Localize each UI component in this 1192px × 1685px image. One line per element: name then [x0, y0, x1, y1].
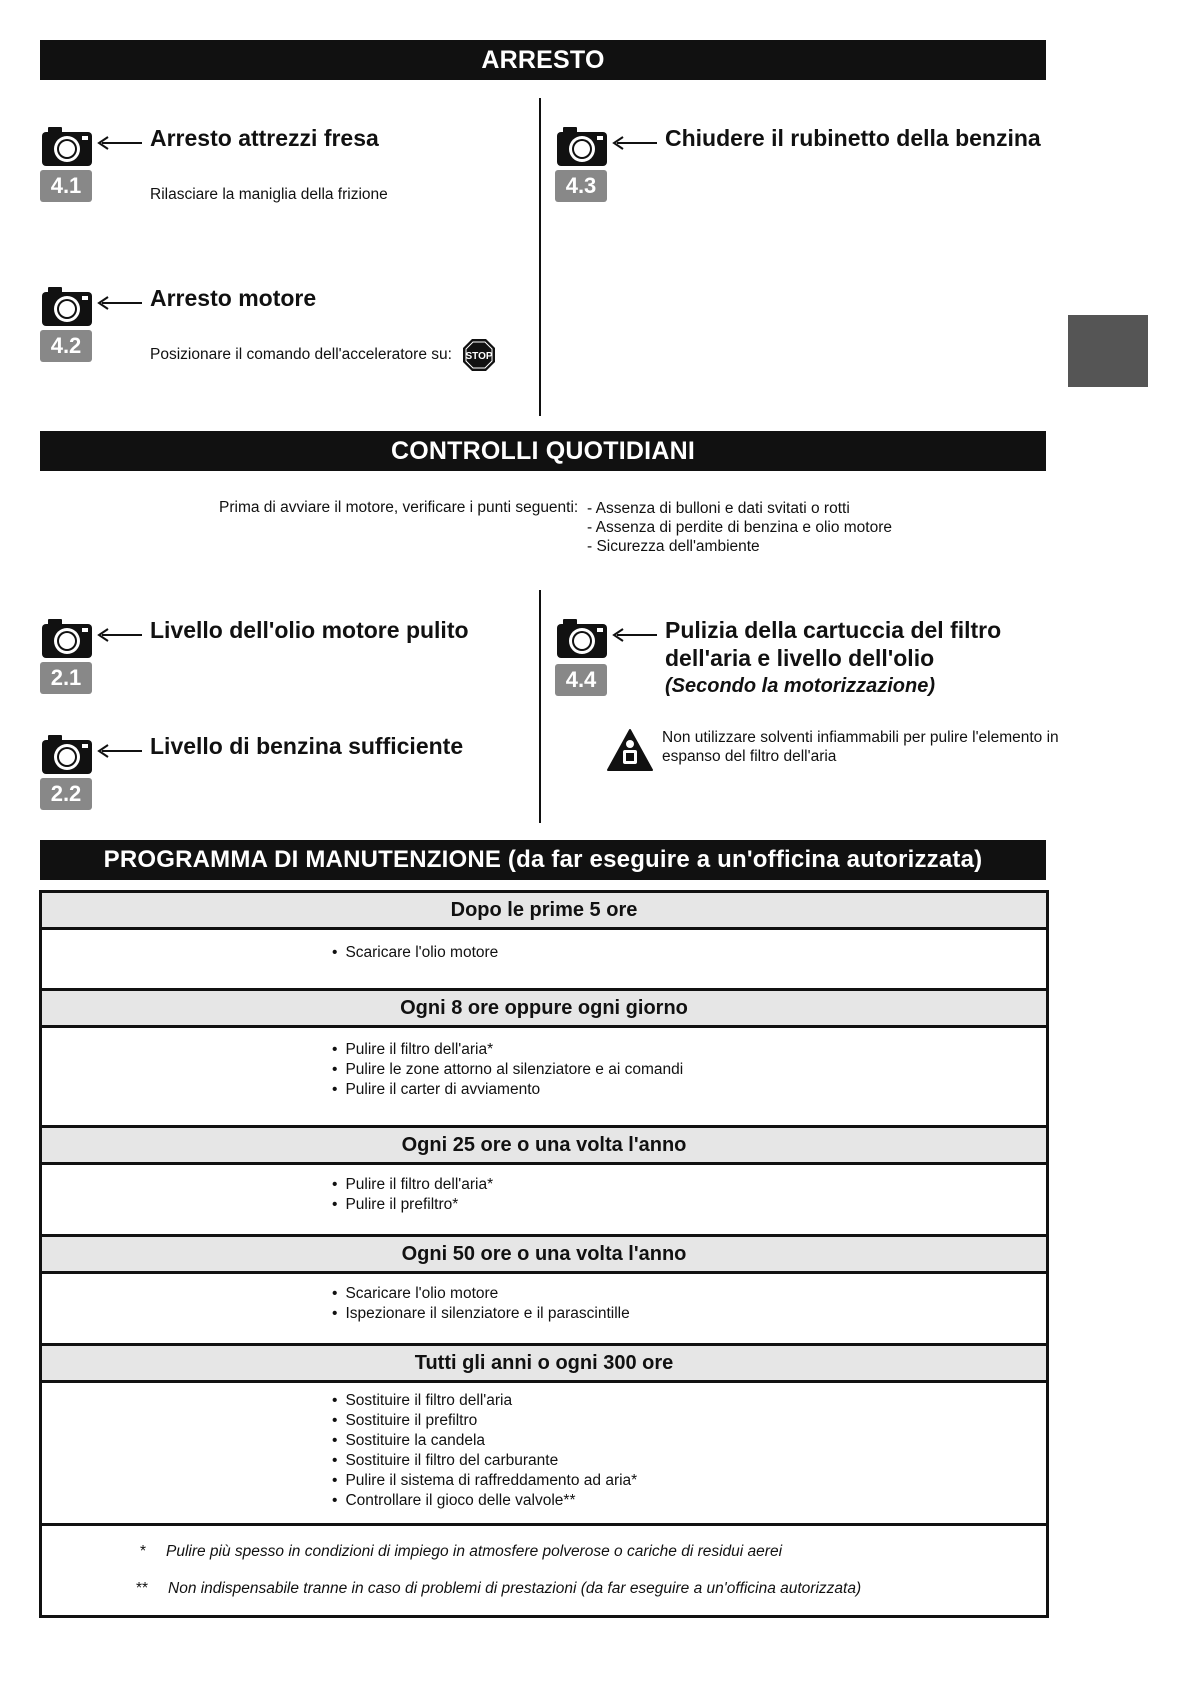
- warning-text: Non utilizzare solventi infiammabili per pulire l'elemento in espanso del filtro dell'aria: [662, 729, 1059, 765]
- task-item: • Scaricare l'olio motore: [332, 943, 498, 963]
- step-title: Arresto motore: [150, 285, 317, 311]
- footnote-mark: **: [136, 1580, 149, 1597]
- step-title-line2: dell'aria e livello dell'olio: [665, 645, 935, 671]
- task-item: • Sostituire il prefiltro: [332, 1411, 637, 1431]
- schedule-header: Ogni 50 ore o una volta l'anno: [42, 1234, 1046, 1274]
- task-item: • Pulire il filtro dell'aria*: [332, 1040, 683, 1060]
- step-description: Posizionare il comando dell'acceleratore su:: [150, 346, 452, 364]
- task-item: • Sostituire la candela: [332, 1431, 637, 1451]
- camera-icon: [40, 124, 94, 168]
- task-item: • Pulire il filtro dell'aria*: [332, 1175, 493, 1195]
- maintenance-table: [39, 890, 1049, 1618]
- figure-badge: 4.2: [40, 330, 92, 362]
- chapter-tab-marker: [1068, 315, 1148, 387]
- arrow-left-icon: [611, 136, 657, 150]
- stop-sign-icon: [462, 338, 496, 372]
- schedule-tasks: [332, 1040, 683, 1100]
- task-item: • Pulire il prefiltro*: [332, 1195, 493, 1215]
- list-item: - Assenza di bulloni e dati svitati o rotti: [587, 500, 850, 517]
- schedule-tasks: [332, 943, 498, 963]
- schedule-tasks: [332, 1391, 637, 1511]
- arrow-left-icon: [611, 628, 657, 642]
- check-list: [587, 499, 892, 556]
- step-title: Arresto attrezzi fresa: [150, 125, 379, 151]
- schedule-tasks: [332, 1175, 493, 1215]
- section-header-programma: PROGRAMMA DI MANUTENZIONE (da far eseguire a un'officina autorizzata): [40, 840, 1046, 880]
- warning-icon: [606, 728, 654, 772]
- step-title-line1: Pulizia della cartuccia del filtro: [665, 617, 1002, 643]
- schedule-header: Dopo le prime 5 ore: [42, 890, 1046, 930]
- arrow-left-icon: [96, 628, 142, 642]
- step-title: Livello dell'olio motore pulito: [150, 617, 469, 643]
- camera-icon: [40, 284, 94, 328]
- arrow-left-icon: [96, 296, 142, 310]
- column-divider: [539, 98, 541, 416]
- task-item: • Controllare il gioco delle valvole**: [332, 1491, 637, 1511]
- stop-sign-label: STOP: [465, 351, 493, 362]
- check-intro: Prima di avviare il motore, verificare i punti seguenti:: [219, 499, 579, 516]
- footnote-text: Non indispensabile tranne in caso di problemi di prestazioni (da far eseguire a un'officina autorizzata): [168, 1580, 862, 1597]
- camera-icon: [555, 616, 609, 660]
- list-item: - Assenza di perdite di benzina e olio motore: [587, 519, 893, 536]
- arrow-left-icon: [96, 136, 142, 150]
- task-item: • Sostituire il filtro del carburante: [332, 1451, 637, 1471]
- schedule-header: Ogni 25 ore o una volta l'anno: [42, 1125, 1046, 1165]
- schedule-header: Ogni 8 ore oppure ogni giorno: [42, 988, 1046, 1028]
- footnote-text: Pulire più spesso in condizioni di impiego in atmosfere polverose o cariche di residui aerei: [166, 1543, 783, 1560]
- section-header-arresto: ARRESTO: [40, 40, 1046, 80]
- arrow-left-icon: [96, 744, 142, 758]
- footnote-mark: *: [140, 1543, 147, 1560]
- table-divider: [42, 1523, 1046, 1526]
- step-description: Rilasciare la maniglia della frizione: [150, 186, 388, 203]
- schedule-header: Tutti gli anni o ogni 300 ore: [42, 1343, 1046, 1383]
- column-divider: [539, 590, 541, 823]
- step-title: Chiudere il rubinetto della benzina: [665, 125, 1041, 151]
- camera-icon: [555, 124, 609, 168]
- schedule-tasks: [332, 1284, 630, 1324]
- list-item: - Sicurezza dell'ambiente: [587, 538, 760, 555]
- figure-badge: 2.1: [40, 662, 92, 694]
- section-header-controlli: CONTROLLI QUOTIDIANI: [40, 431, 1046, 471]
- task-item: • Pulire il carter di avviamento: [332, 1080, 683, 1100]
- task-item: • Ispezionare il silenziatore e il parascintille: [332, 1304, 630, 1324]
- camera-icon: [40, 732, 94, 776]
- task-item: • Scaricare l'olio motore: [332, 1284, 630, 1304]
- task-item: • Pulire le zone attorno al silenziatore e ai comandi: [332, 1060, 683, 1080]
- step-title: Livello di benzina sufficiente: [150, 733, 464, 759]
- figure-badge: 2.2: [40, 778, 92, 810]
- camera-icon: [40, 616, 94, 660]
- task-item: • Sostituire il filtro dell'aria: [332, 1391, 637, 1411]
- step-note: (Secondo la motorizzazione): [665, 675, 936, 697]
- figure-badge: 4.3: [555, 170, 607, 202]
- figure-badge: 4.1: [40, 170, 92, 202]
- task-item: • Pulire il sistema di raffreddamento ad aria*: [332, 1471, 637, 1491]
- figure-badge: 4.4: [555, 664, 607, 696]
